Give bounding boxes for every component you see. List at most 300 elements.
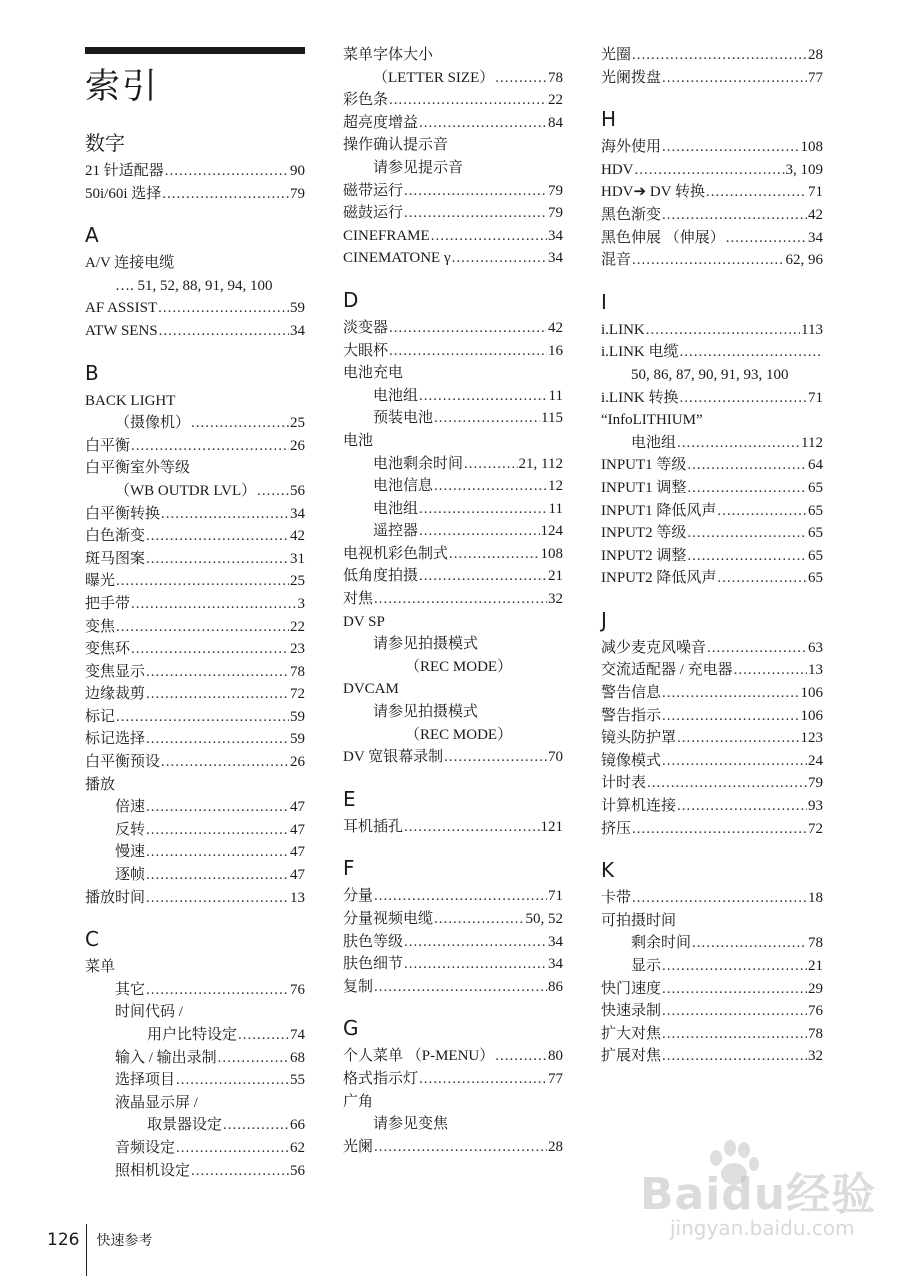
dot-leader xyxy=(146,661,289,684)
dot-leader xyxy=(146,841,289,864)
entry-page: 34 xyxy=(548,933,563,950)
index-entry xyxy=(601,159,823,182)
entry-page: 84 xyxy=(548,114,563,131)
dot-leader xyxy=(165,160,289,183)
entry-page: 21 xyxy=(548,568,563,585)
index-page-list: …. 51, 52, 88, 91, 94, 100 xyxy=(115,277,273,294)
entry-page: 11 xyxy=(548,387,563,404)
section-heading: C xyxy=(85,927,99,952)
index-entry xyxy=(343,520,563,543)
entry-term: 照相机设定 xyxy=(115,1162,191,1179)
dot-leader xyxy=(161,503,289,526)
entry-page: 47 xyxy=(290,867,305,884)
entry-page: 121 xyxy=(540,818,563,835)
dot-leader xyxy=(146,819,289,842)
entry-page: 34 xyxy=(548,250,563,267)
index-entry xyxy=(343,908,563,931)
entry-page: 80 xyxy=(548,1048,563,1065)
dot-leader xyxy=(662,750,807,773)
index-entry xyxy=(343,885,563,908)
entry-term: 快门速度 xyxy=(601,980,662,997)
entry-page: 32 xyxy=(548,591,563,608)
index-entry xyxy=(343,1045,563,1068)
index-entry-label: 电池充电 xyxy=(343,365,404,382)
dot-leader xyxy=(677,795,807,818)
entry-page: 71 xyxy=(808,389,823,406)
entry-page: 62 xyxy=(290,1139,305,1156)
entry-term: i.LINK xyxy=(601,321,645,338)
dot-leader xyxy=(632,887,807,910)
index-entry xyxy=(601,750,823,773)
entry-page: 50, 52 xyxy=(525,911,563,927)
dot-leader xyxy=(687,545,807,568)
dot-leader xyxy=(434,475,547,498)
entry-page: 108 xyxy=(540,545,563,562)
entry-term: 显示 xyxy=(631,958,662,974)
entry-page: 26 xyxy=(290,437,305,454)
section-heading: D xyxy=(343,287,359,312)
index-column-2 xyxy=(343,44,563,1158)
dot-leader xyxy=(257,480,289,503)
dot-leader xyxy=(374,588,547,611)
dot-leader xyxy=(158,297,289,320)
index-entry xyxy=(343,453,563,476)
entry-page: 65 xyxy=(808,570,823,587)
index-entry xyxy=(601,705,823,728)
entry-term: 分量 xyxy=(343,888,374,905)
index-entry xyxy=(343,931,563,954)
entry-page: 113 xyxy=(801,321,823,338)
dot-leader xyxy=(146,887,289,910)
index-entry xyxy=(601,659,823,682)
section-label: 快速参考 xyxy=(96,1233,153,1249)
entry-page: 34 xyxy=(290,505,305,522)
index-entry xyxy=(85,819,305,842)
index-column-3 xyxy=(601,44,823,1068)
entry-page: 106 xyxy=(800,707,823,724)
dot-leader xyxy=(162,183,289,206)
dot-leader xyxy=(680,387,808,410)
index-entry-label: 电池 xyxy=(343,432,374,449)
entry-term: 边缘裁剪 xyxy=(85,686,146,703)
dot-leader xyxy=(706,181,807,204)
entry-page: 11 xyxy=(548,500,563,517)
index-entry xyxy=(85,706,305,729)
entry-page: 68 xyxy=(290,1049,305,1066)
index-entry xyxy=(85,661,305,684)
index-entry xyxy=(343,317,563,340)
entry-term: 镜像模式 xyxy=(601,752,662,769)
entry-page: 72 xyxy=(290,686,305,703)
entry-term: 大眼杯 xyxy=(343,342,389,359)
dot-leader xyxy=(632,44,807,67)
entry-term: 21 针适配器 xyxy=(85,163,164,179)
entry-page: 3, 109 xyxy=(785,161,823,178)
index-entry xyxy=(601,887,823,910)
section-heading: H xyxy=(601,107,617,132)
index-entry xyxy=(85,1114,305,1137)
index-entry xyxy=(343,407,563,430)
entry-term: INPUT2 调整 xyxy=(601,547,687,564)
dot-leader xyxy=(223,1114,289,1137)
entry-term: 扩大对焦 xyxy=(601,1025,662,1042)
entry-page: 115 xyxy=(541,410,563,427)
entry-page: 59 xyxy=(290,708,305,725)
entry-page: 78 xyxy=(808,935,823,952)
dot-leader xyxy=(146,728,289,751)
dot-leader xyxy=(464,453,518,476)
index-entry xyxy=(601,432,823,455)
index-entry xyxy=(601,637,823,660)
index-entry-label: 菜单字体大小 xyxy=(343,47,434,63)
entry-page: 34 xyxy=(808,229,823,246)
entry-term: 音频设定 xyxy=(115,1139,176,1156)
dot-leader xyxy=(146,864,289,887)
index-entry xyxy=(601,477,823,500)
entry-page: 79 xyxy=(548,205,563,222)
dot-leader xyxy=(434,407,540,430)
entry-term: 淡变器 xyxy=(343,319,389,336)
dot-leader xyxy=(687,454,807,477)
entry-term: 光阑 xyxy=(343,1138,374,1155)
index-entry-label: BACK LIGHT xyxy=(85,392,176,409)
page-number: 126 xyxy=(47,1230,80,1250)
entry-page: 71 xyxy=(548,888,563,905)
entry-term: 计算机连接 xyxy=(601,798,677,815)
index-entry xyxy=(343,340,563,363)
entry-page: 72 xyxy=(808,820,823,837)
entry-page: 77 xyxy=(548,1070,563,1087)
entry-term: HDV xyxy=(601,161,634,178)
entry-page: 47 xyxy=(290,821,305,838)
entry-page: 66 xyxy=(290,1117,305,1134)
dot-leader xyxy=(662,67,807,90)
entry-page: 21, 112 xyxy=(518,455,563,472)
column-entries xyxy=(601,44,823,1068)
entry-term: 彩色条 xyxy=(343,92,389,109)
dot-leader xyxy=(635,159,785,182)
entry-page: 79 xyxy=(548,182,563,199)
index-entry xyxy=(343,385,563,408)
index-entry xyxy=(85,593,305,616)
entry-term: CINEFRAME xyxy=(343,227,430,244)
index-entry xyxy=(343,543,563,566)
entry-term: 逐帧 xyxy=(115,867,146,884)
index-entry xyxy=(601,181,823,204)
index-entry xyxy=(601,1023,823,1046)
index-entry-label: 液晶显示屏 / xyxy=(115,1094,198,1111)
index-entry xyxy=(343,67,563,90)
index-entry-label: 请参见拍摄模式 xyxy=(373,636,479,653)
entry-term: 快速录制 xyxy=(601,1003,662,1020)
index-entry-label: （REC MODE） xyxy=(405,658,513,675)
entry-term: INPUT2 等级 xyxy=(601,525,687,542)
entry-term: 斑马图案 xyxy=(85,550,146,567)
index-entry xyxy=(601,818,823,841)
dot-leader xyxy=(632,249,784,272)
entry-term: （WB OUTDR LVL） xyxy=(115,482,257,499)
entry-page: 76 xyxy=(808,1003,823,1020)
entry-page: 3 xyxy=(297,595,305,612)
index-entry xyxy=(85,297,305,320)
entry-page: 93 xyxy=(808,798,823,815)
entry-term: （LETTER SIZE） xyxy=(373,69,495,86)
entry-term: 分量视频电缆 xyxy=(343,911,434,927)
dot-leader xyxy=(680,341,823,364)
dot-leader xyxy=(146,525,289,548)
entry-page: 76 xyxy=(290,981,305,998)
entry-term: 变焦显示 xyxy=(85,663,146,680)
entry-page: 79 xyxy=(290,185,305,202)
entry-page: 78 xyxy=(548,69,563,86)
index-entry xyxy=(343,953,563,976)
entry-page: 42 xyxy=(290,528,305,545)
index-entry xyxy=(85,841,305,864)
dot-leader xyxy=(404,816,539,839)
index-entry xyxy=(601,227,823,250)
entry-term: 白平衡预设 xyxy=(85,754,161,771)
entry-page: 78 xyxy=(808,1025,823,1042)
entry-term: 其它 xyxy=(115,981,146,998)
entry-term: 黑色渐变 xyxy=(601,206,662,223)
index-entry-label: 菜单 xyxy=(85,959,116,976)
index-entry xyxy=(85,503,305,526)
entry-page: 77 xyxy=(808,69,823,86)
dot-leader xyxy=(116,570,289,593)
index-entry xyxy=(343,89,563,112)
entry-term: （摄像机） xyxy=(115,415,191,432)
entry-term: 卡带 xyxy=(601,890,632,907)
entry-page: 56 xyxy=(290,482,305,499)
column-entries xyxy=(343,44,563,1158)
dot-leader xyxy=(677,727,799,750)
dot-leader xyxy=(176,1137,289,1160)
watermark-url: jingyan.baidu.com xyxy=(670,1216,855,1240)
index-entry xyxy=(343,180,563,203)
index-entry xyxy=(601,341,823,364)
section-heading: G xyxy=(343,1016,359,1041)
index-entry xyxy=(343,498,563,521)
dot-leader xyxy=(444,746,547,769)
entry-term: 扩展对焦 xyxy=(601,1048,662,1065)
dot-leader xyxy=(419,112,547,135)
dot-leader xyxy=(662,705,799,728)
index-entry xyxy=(85,183,305,206)
section-heading: J xyxy=(601,607,607,632)
index-entry xyxy=(601,545,823,568)
entry-term: 混音 xyxy=(601,252,632,269)
entry-term: 个人菜单 （P-MENU） xyxy=(343,1048,495,1065)
index-entry xyxy=(601,1045,823,1068)
entry-page: 26 xyxy=(290,754,305,771)
entry-term: 预装电池 xyxy=(373,410,434,427)
dot-leader xyxy=(374,1136,547,1159)
dot-leader xyxy=(159,320,289,343)
index-entry xyxy=(85,1069,305,1092)
index-entry xyxy=(85,1137,305,1160)
index-entry xyxy=(343,565,563,588)
entry-page: 42 xyxy=(548,319,563,336)
index-entry-label: 操作确认提示音 xyxy=(343,137,449,154)
entry-term: 电池剩余时间 xyxy=(373,455,464,472)
index-entry xyxy=(85,435,305,458)
entry-page: 90 xyxy=(290,163,305,179)
entry-term: INPUT2 降低风声 xyxy=(601,570,717,587)
entry-page: 25 xyxy=(290,415,305,432)
index-entry xyxy=(343,112,563,135)
section-heading: A xyxy=(85,223,99,248)
index-column-1 xyxy=(85,0,305,1182)
index-entry xyxy=(601,454,823,477)
entry-page: 123 xyxy=(800,730,823,747)
dot-leader xyxy=(452,247,547,270)
entry-page: 108 xyxy=(800,139,823,156)
index-entry-label: 广角 xyxy=(343,1093,374,1110)
index-entry xyxy=(601,795,823,818)
index-entry xyxy=(85,1024,305,1047)
entry-term: 光圈 xyxy=(601,47,632,63)
entry-term: 电池组 xyxy=(373,500,419,517)
entry-term: INPUT1 调整 xyxy=(601,479,687,496)
dot-leader xyxy=(687,477,807,500)
index-entry xyxy=(601,204,823,227)
entry-term: 格式指示灯 xyxy=(343,1070,419,1087)
entry-term: 电视机彩色制式 xyxy=(343,545,449,562)
entry-page: 42 xyxy=(808,206,823,223)
entry-term: 计时表 xyxy=(601,775,647,792)
index-entry xyxy=(601,67,823,90)
entry-page: 106 xyxy=(800,685,823,702)
index-entry xyxy=(601,249,823,272)
entry-term: 耳机插孔 xyxy=(343,818,404,835)
entry-term: 倍速 xyxy=(115,799,146,816)
entry-page: 22 xyxy=(290,618,305,635)
entry-term: i.LINK 转换 xyxy=(601,389,679,406)
section-heading: F xyxy=(343,856,355,881)
entry-term: i.LINK 电缆 xyxy=(601,344,679,361)
entry-term: 黑色伸展 （伸展） xyxy=(601,229,725,246)
index-entry-label: 可拍摄时间 xyxy=(601,912,677,929)
index-entry xyxy=(343,1068,563,1091)
entry-term: 曝光 xyxy=(85,573,116,590)
dot-leader xyxy=(238,1024,289,1047)
index-entry-label: 请参见拍摄模式 xyxy=(373,704,479,721)
index-entry xyxy=(85,570,305,593)
entry-term: 警告信息 xyxy=(601,685,662,702)
entry-term: 电池组 xyxy=(631,434,677,451)
entry-term: 白平衡转换 xyxy=(85,505,161,522)
entry-page: 24 xyxy=(808,752,823,769)
entry-term: 减少麦克风噪音 xyxy=(601,639,707,656)
index-entry xyxy=(85,728,305,751)
entry-page: 86 xyxy=(548,978,563,995)
index-entry xyxy=(601,500,823,523)
entry-term: 用户比特设定 xyxy=(147,1027,238,1043)
entry-page: 74 xyxy=(290,1027,305,1043)
entry-page: 16 xyxy=(548,342,563,359)
index-entry xyxy=(601,727,823,750)
dot-leader xyxy=(116,616,289,639)
entry-page: 34 xyxy=(548,227,563,244)
dot-leader xyxy=(374,976,547,999)
entry-term: ATW SENS xyxy=(85,322,158,339)
entry-term: 反转 xyxy=(115,821,146,838)
entry-term: 对焦 xyxy=(343,591,374,608)
index-page-list: 50, 86, 87, 90, 91, 93, 100 xyxy=(631,366,789,383)
entry-term: 镜头防护罩 xyxy=(601,730,677,747)
index-entry xyxy=(343,247,563,270)
dot-leader xyxy=(404,202,547,225)
dot-leader xyxy=(431,225,547,248)
index-entry xyxy=(85,525,305,548)
entry-page: 65 xyxy=(808,502,823,519)
entry-page: 65 xyxy=(808,525,823,542)
entry-page: 34 xyxy=(548,956,563,973)
dot-leader xyxy=(389,89,547,112)
index-entry-label: （REC MODE） xyxy=(405,726,513,743)
dot-leader xyxy=(131,638,289,661)
entry-page: 112 xyxy=(801,434,823,451)
entry-page: 29 xyxy=(808,980,823,997)
page-title: 索引 xyxy=(85,67,160,107)
index-entry xyxy=(343,816,563,839)
dot-leader xyxy=(176,1069,289,1092)
entry-page: 13 xyxy=(290,889,305,906)
entry-page: 79 xyxy=(808,775,823,792)
entry-term: 变焦环 xyxy=(85,641,131,658)
index-entry xyxy=(85,683,305,706)
dot-leader xyxy=(419,565,547,588)
entry-page: 31 xyxy=(290,550,305,567)
dot-leader xyxy=(692,932,807,955)
dot-leader xyxy=(131,593,296,616)
dot-leader xyxy=(717,567,807,590)
entry-page: 70 xyxy=(548,749,563,766)
index-entry xyxy=(343,976,563,999)
index-entry xyxy=(601,1000,823,1023)
index-entry xyxy=(601,772,823,795)
dot-leader xyxy=(726,227,807,250)
watermark-logo: Baidu经验 xyxy=(640,1169,877,1220)
index-entry xyxy=(85,616,305,639)
index-entry-label: 播放 xyxy=(85,776,116,793)
index-entry xyxy=(85,979,305,1002)
index-entry-label: 时间代码 / xyxy=(115,1004,183,1021)
watermark xyxy=(640,1140,880,1250)
index-entry xyxy=(85,887,305,910)
entry-page: 78 xyxy=(290,663,305,680)
entry-term: 标记选择 xyxy=(85,731,146,748)
entry-page: 59 xyxy=(290,300,305,317)
entry-term: 白平衡 xyxy=(85,437,131,454)
entry-page: 47 xyxy=(290,799,305,816)
entry-page: 28 xyxy=(808,47,823,63)
entry-page: 55 xyxy=(290,1072,305,1089)
dot-leader xyxy=(632,818,807,841)
index-entry-label: 请参见变焦 xyxy=(373,1116,449,1133)
dot-leader xyxy=(717,500,807,523)
entry-page: 71 xyxy=(808,184,823,201)
index-entry xyxy=(601,932,823,955)
entry-term: 剩余时间 xyxy=(631,935,692,952)
entry-page: 18 xyxy=(808,890,823,907)
dot-leader xyxy=(146,979,289,1002)
entry-term: 挤压 xyxy=(601,820,632,837)
entry-term: 肤色等级 xyxy=(343,933,404,950)
dot-leader xyxy=(191,412,289,435)
dot-leader xyxy=(449,543,539,566)
entry-term: 标记 xyxy=(85,708,116,725)
